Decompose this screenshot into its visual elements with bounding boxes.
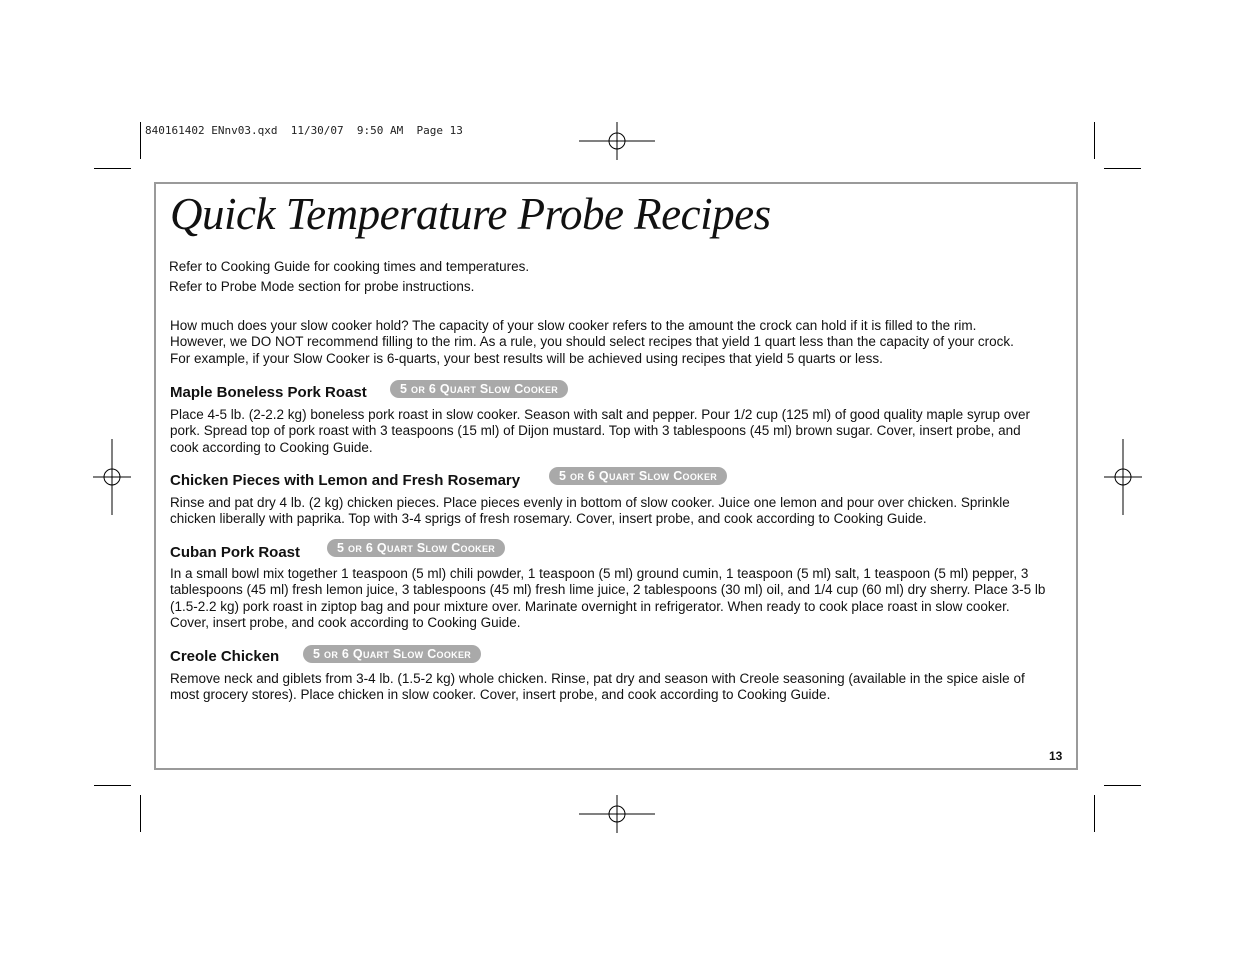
crop-mark-bottom-right-vertical [1094, 795, 1095, 832]
crop-mark-bottom-left-vertical [140, 795, 141, 832]
page-number: 13 [1049, 749, 1063, 763]
paragraph-line: However, we DO NOT recommend filling to the rim. As a rule, you should select recipes that yield 1 quart less than the capacity of your crock. [170, 334, 1014, 350]
recipe-instructions [170, 407, 1070, 456]
paragraph-line: tablespoons (45 ml) fresh lemon juice, 3 tablespoons (45 ml) fresh lime juice, 2 tablespoons (30 ml) oil, and 1/4 cup (60 ml) dry sherry. Place 3-5 lb [170, 582, 1046, 598]
paragraph-line: (1.5-2.2 kg) pork roast in ziptop bag and pour mixture over. Marinate overnight in refrigerator. When ready to cook place roast in slow cooker. [170, 598, 1010, 614]
crop-mark-bottom-left-horizontal [94, 785, 131, 786]
capacity-badge: 5 or 6 Quart Slow Cooker [549, 467, 727, 485]
paragraph-line: Rinse and pat dry 4 lb. (2 kg) chicken pieces. Place pieces evenly in bottom of slow cooker. Juice one lemon and pour over chicken. Sprinkle [170, 495, 1010, 510]
page-title: Quick Temperature Probe Recipes [170, 189, 771, 239]
capacity-badge: 5 or 6 Quart Slow Cooker [303, 645, 481, 663]
registration-mark-bottom-icon [579, 795, 655, 833]
paragraph-line: pork. Spread top of pork roast with 3 teaspoons (15 ml) of Dijon mustard. Top with 3 tablespoons (45 ml) brown sugar. Cover, insert probe, and [170, 423, 1021, 439]
crop-mark-top-left-horizontal [94, 168, 131, 169]
capacity-paragraph [170, 318, 1070, 367]
recipe-title: Creole Chicken [170, 648, 280, 665]
intro-line: Refer to Cooking Guide for cooking times and temperatures. [169, 259, 530, 274]
registration-mark-top-icon [579, 122, 655, 160]
print-slug: 840161402 ENnv03.qxd 11/30/07 9:50 AM Page 13 [145, 124, 463, 137]
intro-line: Refer to Probe Mode section for probe instructions. [169, 279, 475, 294]
recipe-instructions [170, 495, 1070, 528]
capacity-badge: 5 or 6 Quart Slow Cooker [390, 380, 568, 398]
recipe-instructions [170, 671, 1070, 704]
registration-mark-left-icon [93, 439, 131, 515]
paragraph-line: How much does your slow cooker hold? The capacity of your slow cooker refers to the amount the crock can hold if it is filled to the rim. [170, 318, 977, 333]
recipe-instructions [170, 566, 1070, 632]
crop-mark-top-left-vertical [140, 122, 141, 159]
paragraph-line: Cover, insert probe, and cook according to Cooking Guide. [170, 615, 521, 631]
crop-mark-top-right-vertical [1094, 122, 1095, 159]
capacity-badge: 5 or 6 Quart Slow Cooker [327, 539, 505, 557]
paragraph-line: For example, if your Slow Cooker is 6-quarts, your best results will be achieved using recipes that yield 5 quarts or less. [170, 350, 883, 366]
paragraph-line: cook according to Cooking Guide. [170, 439, 373, 455]
paragraph-line: In a small bowl mix together 1 teaspoon (5 ml) chili powder, 1 teaspoon (5 ml) ground cumin, 1 teaspoon (5 ml) salt, 1 teaspoon (5 ml) pepper, 3 [170, 566, 1029, 581]
paragraph-line: Place 4-5 lb. (2-2.2 kg) boneless pork roast in slow cooker. Season with salt and pepper. Pour 1/2 cup (125 ml) of good quality maple syrup over [170, 407, 1030, 422]
recipe-title: Chicken Pieces with Lemon and Fresh Rosemary [170, 472, 521, 489]
crop-mark-bottom-right-horizontal [1104, 785, 1141, 786]
registration-mark-right-icon [1104, 439, 1142, 515]
paragraph-line: chicken liberally with paprika. Top with 3-4 sprigs of fresh rosemary. Cover, insert probe, and cook according to Cooking Guide. [170, 511, 927, 527]
crop-mark-top-right-horizontal [1104, 168, 1141, 169]
recipe-title: Maple Boneless Pork Roast [170, 384, 367, 401]
recipe-title: Cuban Pork Roast [170, 544, 301, 561]
paragraph-line: most grocery stores). Place chicken in slow cooker. Cover, insert probe, and cook according to Cooking Guide. [170, 687, 831, 703]
paragraph-line: Remove neck and giblets from 3-4 lb. (1.5-2 kg) whole chicken. Rinse, pat dry and season with Creole seasoning (available in the spice aisle of [170, 671, 1025, 686]
